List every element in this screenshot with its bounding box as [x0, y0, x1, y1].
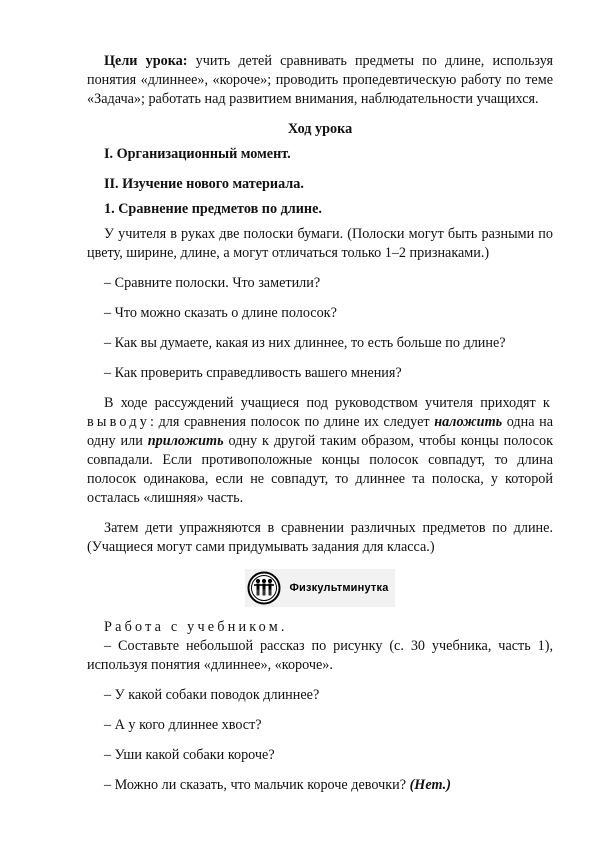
emphasis-word: наложить — [434, 414, 503, 430]
spaced-text: к выводу — [87, 395, 553, 430]
lesson-goals — [87, 52, 553, 109]
physical-break-banner — [87, 569, 553, 607]
section-heading-2: II. Изучение нового материала. — [104, 176, 304, 192]
question-item: – А у кого длиннее хвост? — [104, 717, 262, 733]
document-page — [87, 52, 553, 795]
emphasis-word: приложить — [147, 433, 224, 449]
goals-label: Цели урока: — [104, 53, 188, 69]
textbook-heading: Работа с учебником. — [104, 619, 288, 635]
question-item: – Как вы думаете, какая из них длиннее, то есть больше по длине? — [104, 335, 506, 351]
question-item: – У какой собаки поводок длиннее? — [104, 687, 320, 703]
people-icon — [247, 571, 281, 605]
question-item: – Что можно сказать о длине полосок? — [104, 305, 337, 321]
lesson-title: Ход урока — [287, 121, 353, 137]
question-item: – Сравните полоски. Что заметили? — [104, 275, 321, 291]
answer-text: (Нет.) — [409, 777, 451, 793]
question-item: – Как проверить справедливость вашего мнения? — [104, 365, 402, 381]
subsection-heading-1: 1. Сравнение предметов по длине. — [104, 201, 322, 217]
banner-label: Физкультминутка — [289, 581, 389, 594]
textbook-task: – Составьте небольшой рассказ по рисунку (с. 30 учебника, часть 1), используя понятия «длиннее», «короче». — [87, 638, 553, 673]
question-item: – Уши какой собаки короче? — [104, 747, 275, 763]
exercise-paragraph: Затем дети упражняются в сравнении различных предметов по длине. (Учащиеся могут сами придумывать задания для класса.) — [87, 520, 553, 555]
final-question: – Можно ли сказать, что мальчик короче девочки? (Нет.) — [104, 777, 451, 793]
goals-text: учить детей сравнивать предметы по длине, используя понятия «длиннее», «короче»; проводить пропедевтическую работу по теме «Задача»; работать над развитием внимания, наблюдательности учащихся. — [87, 53, 554, 107]
intro-paragraph: У учителя в руках две полоски бумаги. (Полоски могут быть разными по цвету, ширине, длине, а могут отличаться только 1–2 признаками.) — [87, 226, 553, 261]
section-heading-1: I. Организационный момент. — [104, 146, 291, 162]
reasoning-paragraph: В ходе рассуждений учащиеся под руководством учителя приходят к выводу: для сравнения полосок по длине их следует наложить одна на одну или приложить одну к другой таким образом, чтобы концы полосок совпадали. Если противоположные концы полосок совпадут, то длина полосок одинакова, если не совпадут, то длиннее та полоска, у которой осталась «лишняя» часть. — [87, 395, 553, 506]
